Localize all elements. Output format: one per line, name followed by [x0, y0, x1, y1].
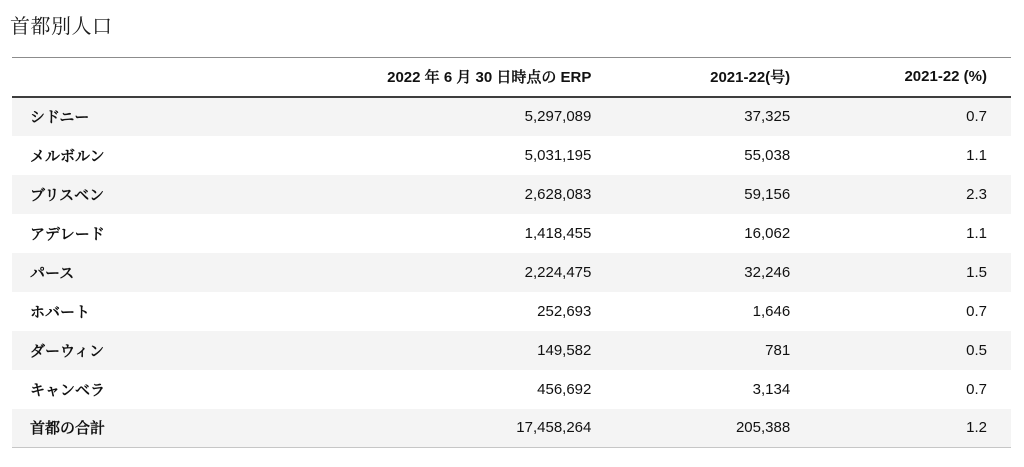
table-row	[12, 97, 1011, 136]
city-name-cell: 首都の合計	[30, 420, 106, 438]
city-name-cell: ホバート	[30, 303, 91, 321]
population-table	[12, 57, 1011, 448]
erp-value-cell: 5,031,195	[524, 146, 592, 164]
change-number-cell: 781	[765, 341, 791, 359]
table-row	[12, 175, 1011, 214]
change-number-cell: 1,646	[752, 302, 791, 320]
change-percent-cell: 1.1	[966, 146, 987, 164]
erp-value-cell: 252,693	[537, 302, 592, 320]
column-header-change-number: 2021-22(号)	[710, 69, 791, 87]
erp-value-cell: 149,582	[537, 341, 592, 359]
table-row	[12, 292, 1011, 331]
table-header-row	[12, 58, 1011, 97]
table-row	[12, 331, 1011, 370]
erp-value-cell: 1,418,455	[524, 224, 592, 242]
table-row-total	[12, 409, 1011, 448]
change-percent-cell: 0.7	[966, 302, 987, 320]
city-name-cell: ダーウィン	[30, 342, 105, 360]
table-body	[12, 97, 1011, 448]
erp-value-cell: 456,692	[537, 380, 592, 398]
change-number-cell: 16,062	[744, 224, 791, 242]
table-header	[12, 58, 1011, 97]
change-number-cell: 32,246	[744, 263, 791, 281]
change-percent-cell: 2.3	[966, 185, 987, 203]
city-name-cell: シドニー	[30, 109, 90, 126]
change-percent-cell: 0.5	[966, 341, 987, 359]
erp-value-cell: 5,297,089	[524, 108, 592, 125]
table-row	[12, 136, 1011, 175]
change-percent-cell: 1.5	[966, 263, 987, 281]
change-number-cell: 59,156	[744, 185, 791, 203]
city-name-cell: ブリスベン	[30, 186, 105, 204]
change-number-cell: 55,038	[744, 146, 791, 164]
table-row	[12, 253, 1011, 292]
change-number-cell: 205,388	[735, 419, 791, 437]
change-number-cell: 37,325	[744, 108, 791, 125]
erp-value-cell: 2,628,083	[524, 185, 592, 203]
change-percent-cell: 0.7	[966, 380, 987, 398]
erp-value-cell: 2,224,475	[524, 263, 592, 281]
column-header-change-percent: 2021-22 (%)	[904, 68, 987, 86]
change-number-cell: 3,134	[752, 380, 791, 398]
column-header-city	[12, 58, 302, 97]
page-title: 首都別人口	[10, 16, 113, 38]
column-header-erp: 2022 年 6 月 30 日時点の ERP	[387, 69, 592, 87]
erp-value-cell: 17,458,264	[516, 419, 592, 437]
change-percent-cell: 1.2	[966, 419, 987, 437]
table-row	[12, 214, 1011, 253]
city-name-cell: キャンベラ	[30, 381, 106, 399]
change-percent-cell: 1.1	[966, 224, 987, 242]
city-name-cell: アデレード	[30, 225, 105, 243]
city-name-cell: パース	[30, 264, 75, 282]
city-name-cell: メルボルン	[30, 147, 105, 165]
change-percent-cell: 0.7	[966, 108, 987, 125]
table-row	[12, 370, 1011, 409]
